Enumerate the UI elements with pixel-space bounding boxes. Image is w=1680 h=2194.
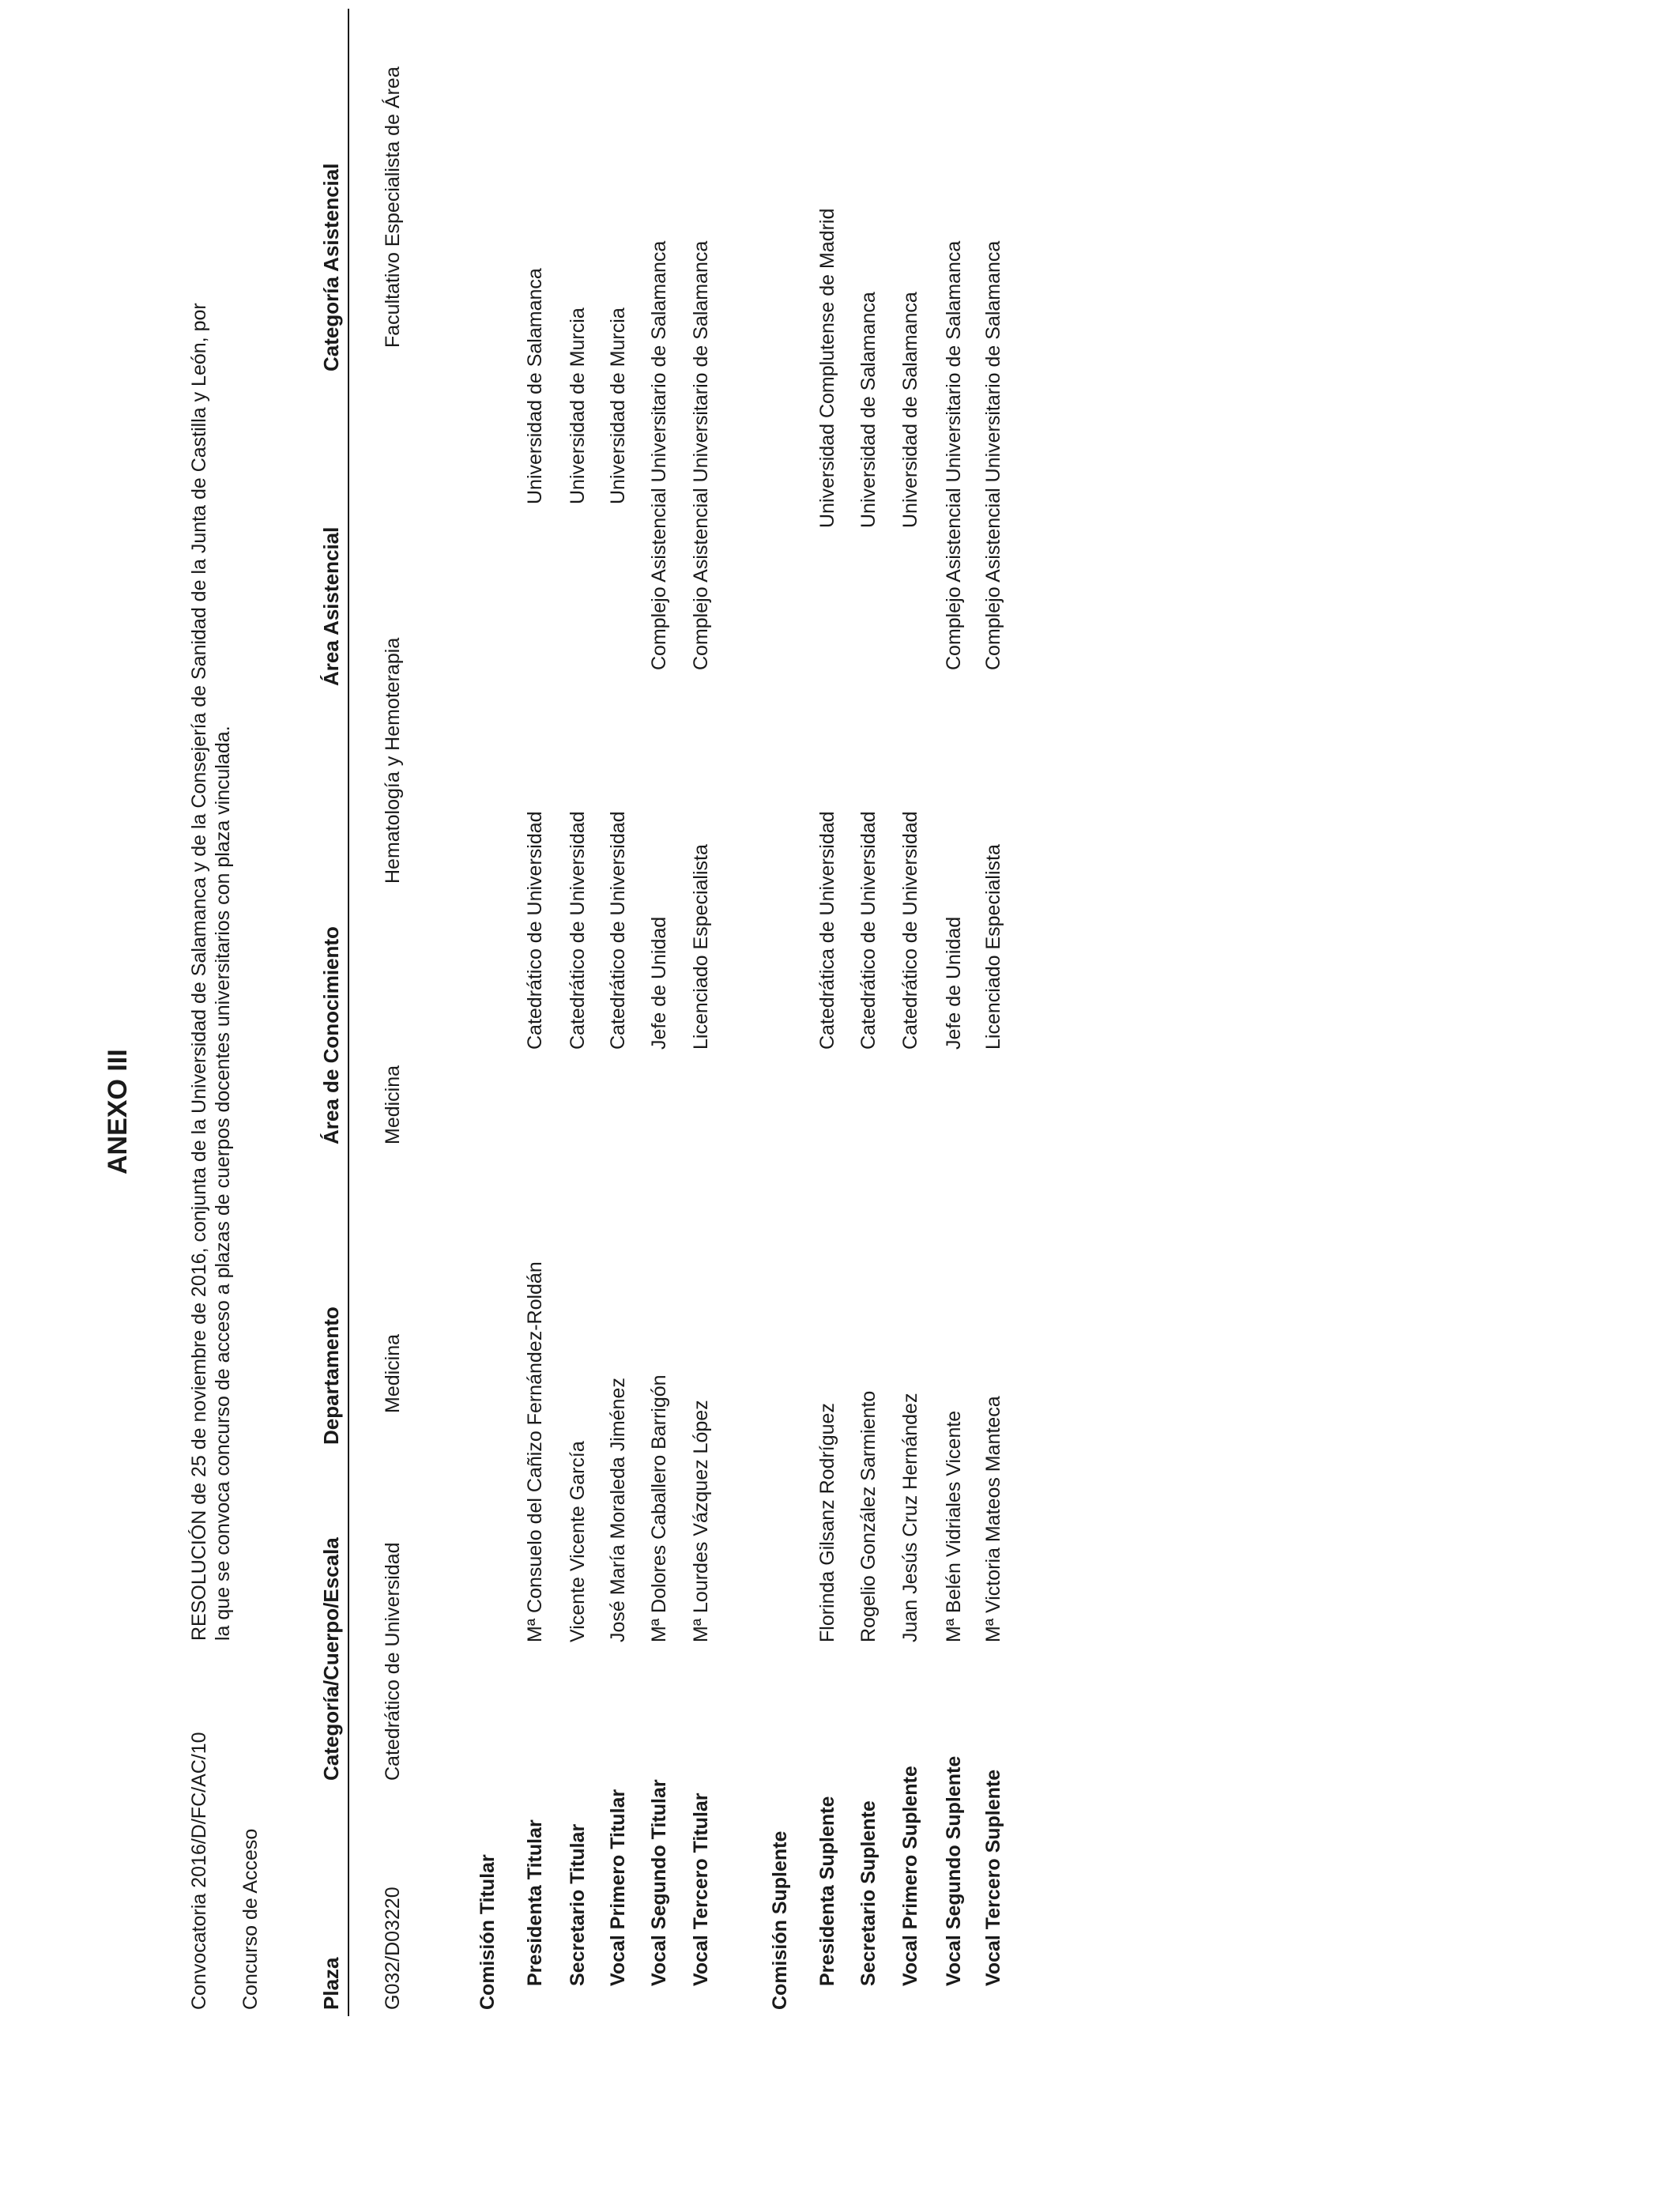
member-role: Presidenta Suplente — [816, 1796, 838, 1986]
header-categoria-asistencial: Categoría Asistencial — [319, 163, 343, 371]
member-name: Mª Consuelo del Cañizo Fernández-Roldán — [524, 1261, 546, 1642]
member-institucion: Universidad de Murcia — [567, 307, 589, 504]
plaza-categoria-asistencial: Facultativo Especialista de Área — [382, 66, 404, 348]
member-name: Florinda Gilsanz Rodríguez — [816, 1403, 838, 1642]
member-role: Vocal Primero Titular — [607, 1789, 629, 1986]
member-role: Vocal Segundo Suplente — [943, 1755, 965, 1986]
member-cargo: Catedrático de Universidad — [899, 811, 921, 1050]
member-role: Secretario Titular — [567, 1823, 589, 1986]
member-name: Juan Jesús Cruz Hernández — [899, 1393, 921, 1642]
member-cargo: Licenciado Especialista — [982, 844, 1004, 1050]
comision-suplente-title: Comisión Suplente — [769, 1830, 791, 2010]
header-area-conocimiento: Área de Conocimiento — [319, 926, 343, 1144]
member-role: Vocal Tercero Titular — [690, 1793, 712, 1986]
member-institucion: Complejo Asistencial Universitario de Salamanca — [982, 240, 1004, 670]
member-role: Secretario Suplente — [857, 1800, 880, 1986]
header-departamento: Departamento — [319, 1306, 343, 1445]
member-cargo: Catedrático de Universidad — [524, 811, 546, 1050]
member-institucion: Universidad Complutense de Madrid — [816, 208, 838, 528]
header-categoria: Categoría/Cuerpo/Escala — [319, 1537, 343, 1781]
member-institucion: Universidad de Salamanca — [857, 292, 880, 528]
member-institucion: Universidad de Salamanca — [899, 292, 921, 528]
member-role: Presidenta Titular — [524, 1819, 546, 1986]
resolucion-line-2: la que se convoca concurso de acceso a plazas de cuerpos docentes universitarios con plaza vinculada. — [212, 726, 234, 1641]
member-cargo: Catedrático de Universidad — [857, 811, 880, 1050]
convocatoria-code: Convocatoria 2016/D/FC/AC/10 — [188, 1732, 210, 2010]
plaza-area-asistencial: Hematología y Hemoterapia — [382, 637, 404, 884]
member-institucion: Complejo Asistencial Universitario de Salamanca — [648, 240, 670, 670]
plaza-area-conocimiento: Medicina — [382, 1065, 404, 1144]
member-role: Vocal Segundo Titular — [648, 1779, 670, 1986]
member-role: Vocal Tercero Suplente — [982, 1769, 1004, 1986]
member-cargo: Catedrática de Universidad — [816, 811, 838, 1050]
plaza-categoria: Catedrático de Universidad — [382, 1542, 404, 1781]
member-institucion: Complejo Asistencial Universitario de Salamanca — [690, 240, 712, 670]
member-cargo: Jefe de Unidad — [943, 916, 965, 1050]
document-title: ANEXO III — [103, 1049, 133, 1174]
member-name: Mª Dolores Caballero Barrigón — [648, 1374, 670, 1642]
member-institucion: Complejo Asistencial Universitario de Salamanca — [943, 240, 965, 670]
member-name: José María Moraleda Jiménez — [607, 1378, 629, 1642]
member-name: Vicente Vicente García — [567, 1441, 589, 1642]
header-plaza: Plaza — [319, 1957, 343, 2010]
header-area-asistencial: Área Asistencial — [319, 526, 343, 686]
member-institucion: Universidad de Murcia — [607, 307, 629, 504]
plaza-code: G032/D03220 — [382, 1887, 404, 2010]
header-rule — [348, 9, 349, 2016]
resolucion-line-1: RESOLUCIÓN de 25 de noviembre de 2016, conjunta de la Universidad de Salamanca y de la Consejería de Sanidad de la Junta de Castilla y León, por — [188, 303, 210, 1641]
member-cargo: Jefe de Unidad — [648, 916, 670, 1050]
member-role: Vocal Primero Suplente — [899, 1766, 921, 1986]
member-name: Rogelio González Sarmiento — [857, 1390, 880, 1642]
member-cargo: Catedrático de Universidad — [607, 811, 629, 1050]
member-name: Mª Victoria Mateos Manteca — [982, 1396, 1004, 1642]
member-institucion: Universidad de Salamanca — [524, 268, 546, 504]
concurso-tipo: Concurso de Acceso — [239, 1828, 262, 2010]
member-name: Mª Belén Vidriales Vicente — [943, 1410, 965, 1642]
comision-titular-title: Comisión Titular — [477, 1854, 499, 2010]
member-name: Mª Lourdes Vázquez López — [690, 1400, 712, 1642]
member-cargo: Licenciado Especialista — [690, 844, 712, 1050]
plaza-departamento: Medicina — [382, 1333, 404, 1413]
member-cargo: Catedrático de Universidad — [567, 811, 589, 1050]
